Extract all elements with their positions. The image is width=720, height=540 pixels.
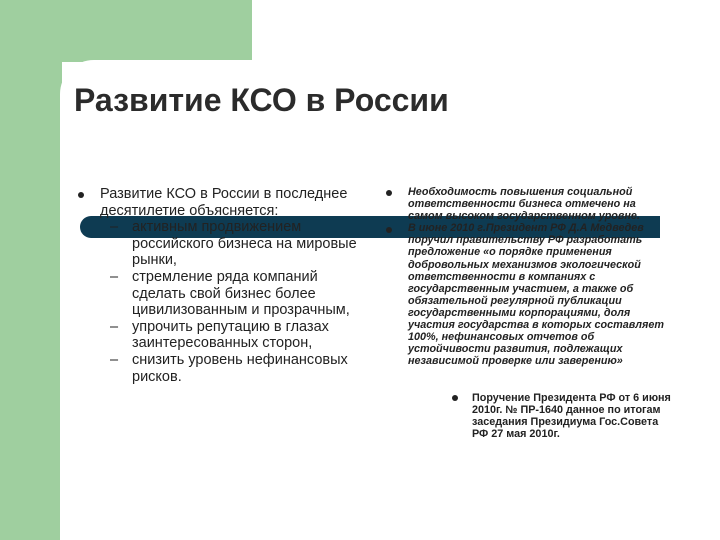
right-item-text: В июне 2010 г.Президент РФ Д.А Медведев поручил правительству РФ разработать предложение «о порядке применения добровольных механизмов экологической ответственности в компаниях с государственным участием, а также об обязательной регулярной публикации государственными корпорациями, доля участия государства в которых составляет 100%, нефинансовых отчетов об устойчивости развития, подлежащих независимой проверке или заверению» [408,222,664,368]
right-item-text: Необходимость повышения социальной ответственности бизнеса отмечено на самом высоком государственном уровне. [408,186,640,223]
left-subitem [100,219,370,269]
dash-marker: – [110,351,119,368]
left-subitem-text: активным продвижением российского бизнеса на мировые рынки, [132,219,357,269]
bullet-dot-icon [386,190,392,196]
left-intro-text: Развитие КСО в России в последнее десятилетие объясняется: [100,186,348,219]
dash-marker: – [110,268,119,285]
slide-title: Развитие КСО в России [74,82,449,118]
right-column [408,186,664,367]
bullet-dot-icon [452,395,458,401]
left-subitem [100,319,370,352]
left-subitem-text: упрочить репутацию в глазах заинтересованных сторон, [132,318,329,352]
left-subitem-text: снизить уровень нефинансовых рисков. [132,351,348,385]
left-subitem [100,352,370,385]
green-corner-left [0,0,62,540]
bullet-dot-icon [386,227,392,233]
dash-marker: – [110,318,119,335]
left-subitem [100,269,370,319]
bullet-dot-icon [78,192,84,198]
right-subitem-text: Поручение Президента РФ от 6 июня 2010г. № ПР-1640 данное по итогам заседания Президиума Гос.Совета РФ 27 мая 2010г. [472,392,671,441]
dash-marker: – [110,219,119,236]
left-subitem-text: стремление ряда компаний сделать свой бизнес более цивилизованным и прозрачным, [132,268,350,319]
left-column [100,186,370,385]
